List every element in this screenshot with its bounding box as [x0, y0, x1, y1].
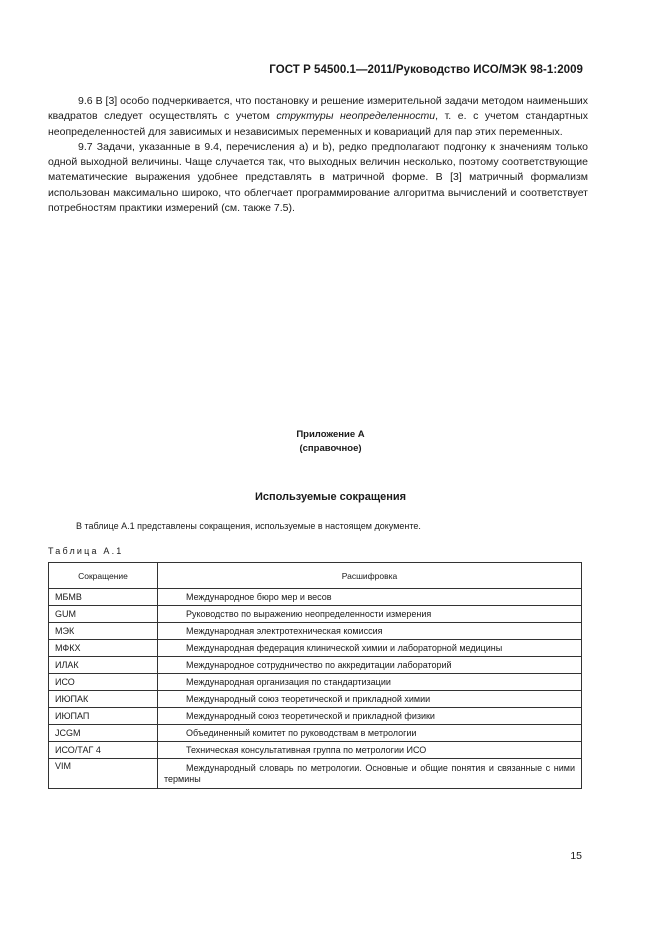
header-abbr: Сокращение	[49, 563, 158, 589]
table-caption: Таблица А.1	[48, 546, 124, 556]
header-desc: Расшифровка	[158, 563, 582, 589]
row-abbr: ИЛАК	[49, 657, 158, 674]
row-abbr: JCGM	[49, 725, 158, 742]
row-desc: Международный словарь по метрологии. Основные и общие понятия и связанные с ними термины	[158, 759, 582, 789]
row-abbr: ИСО/ТАГ 4	[49, 742, 158, 759]
table-row	[49, 742, 582, 759]
row-desc: Объединенный комитет по руководствам в метрологии	[158, 725, 582, 742]
appendix-subtitle: (справочное)	[299, 442, 362, 454]
table-row	[49, 640, 582, 657]
paragraph-9-6-italic: структуры неопределенности	[276, 110, 436, 123]
appendix-heading	[0, 428, 661, 455]
table-row	[49, 657, 582, 674]
table-row	[49, 623, 582, 640]
table-row	[49, 589, 582, 606]
table-row	[49, 691, 582, 708]
row-abbr: VIM	[49, 759, 158, 789]
row-abbr: МБМВ	[49, 589, 158, 606]
body-text	[48, 94, 588, 216]
row-desc: Руководство по выражению неопределенности измерения	[158, 606, 582, 623]
page-number: 15	[570, 850, 582, 862]
row-desc: Международный союз теоретической и прикладной физики	[158, 708, 582, 725]
paragraph-9-6	[48, 94, 588, 140]
row-desc: Международная электротехническая комиссия	[158, 623, 582, 640]
paragraph-9-6-text: 9.6 В [3] особо подчеркивается, что постановку и решение измерительной задачи методом наименьших квадратов следует осуществлять с учетом	[48, 95, 588, 123]
row-desc: Международное сотрудничество по аккредитации лабораторий	[158, 657, 582, 674]
row-abbr: МФКХ	[49, 640, 158, 657]
row-desc: Техническая консультативная группа по метрологии ИСО	[158, 742, 582, 759]
row-abbr: МЭК	[49, 623, 158, 640]
appendix-title: Приложение А	[296, 429, 365, 440]
row-desc: Международная организация по стандартизации	[158, 674, 582, 691]
table-row	[49, 674, 582, 691]
row-abbr: ИЮПАК	[49, 691, 158, 708]
row-desc: Международное бюро мер и весов	[158, 589, 582, 606]
row-abbr: ИСО	[49, 674, 158, 691]
section-intro: В таблице А.1 представлены сокращения, используемые в настоящем документе.	[76, 521, 421, 531]
paragraph-9-7: 9.7 Задачи, указанные в 9.4, перечисления a) и b), редко предполагают подгонку к значениям только одной выходной величины. Чаще случается так, что выходных величин несколько, поэтому соответствующие математические выражения удобнее представлять в матричной форме. В [3] матричный формализм использован максимально широко, что облегчает программирование алгоритма вычислений и соответствует потребностям практики измерений (см. также 7.5).	[48, 140, 588, 215]
table-row	[49, 725, 582, 742]
row-desc: Международная федерация клинической химии и лабораторной медицины	[158, 640, 582, 657]
section-title: Используемые сокращения	[254, 491, 407, 503]
table-row	[49, 759, 582, 789]
abbreviations-table	[48, 562, 582, 789]
row-abbr: ИЮПАП	[49, 708, 158, 725]
table-row	[49, 708, 582, 725]
table-header-row	[49, 563, 582, 589]
paragraph-9-6-text-end: , т. е. с учетом стандартных неопределенностей для зависимых и независимых переменных и ковариаций для пар этих переменных.	[48, 110, 589, 138]
row-desc: Международный союз теоретической и прикладной химии	[158, 691, 582, 708]
document-header: ГОСТ Р 54500.1—2011/Руководство ИСО/МЭК 98-1:2009	[269, 64, 583, 76]
table-row	[49, 606, 582, 623]
row-abbr: GUM	[49, 606, 158, 623]
